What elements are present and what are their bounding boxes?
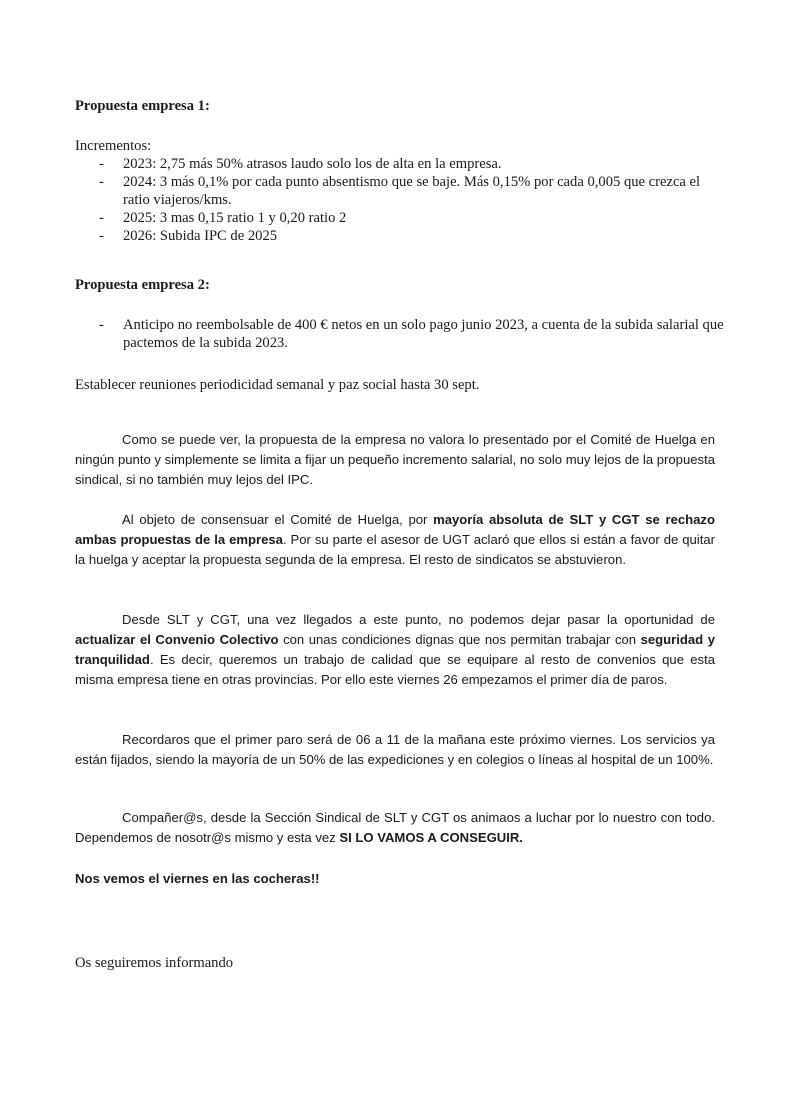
proposal2-title: Propuesta empresa 2: bbox=[75, 277, 210, 293]
dash-bullet: - bbox=[99, 210, 104, 226]
paragraph-2-emphasis: mayoría absoluta de SLT y CGT se rechazo ambas propuestas de la empresa bbox=[75, 512, 715, 547]
meetings-text: Establecer reuniones periodicidad semanal y paz social hasta 30 sept. bbox=[75, 377, 480, 393]
list-item-text: 2026: Subida IPC de 2025 bbox=[123, 228, 278, 244]
list-item-text: 2024: 3 más 0,1% por cada punto absentismo que se baje. Más 0,15% por cada 0,005 que crezca el ratio viajeros/kms. bbox=[123, 174, 701, 208]
dash-bullet: - bbox=[99, 228, 104, 244]
paragraph-3-text: Desde SLT y CGT, una vez llegados a este punto, no podemos dejar pasar la oportunidad de bbox=[122, 612, 715, 627]
paragraph-3-emphasis: seguridad y tranquilidad bbox=[75, 632, 716, 667]
proposal2-list bbox=[75, 316, 725, 352]
list-item bbox=[75, 209, 725, 227]
paragraph-2 bbox=[75, 510, 715, 570]
proposal1-intro: Incrementos: bbox=[75, 138, 152, 154]
list-item-text: 2025: 3 mas 0,15 ratio 1 y 0,20 ratio 2 bbox=[123, 210, 347, 226]
paragraph-2-text: . Por su parte el asesor de UGT aclaró que ellos si están a favor de quitar la huelga y aceptar la propuesta segunda de la empresa. El resto de sindicatos se abstuvieron. bbox=[75, 532, 715, 567]
paragraph-5 bbox=[75, 808, 715, 848]
list-item-text: 2023: 2,75 más 50% atrasos laudo solo los de alta en la empresa. bbox=[123, 156, 502, 172]
list-item bbox=[75, 155, 725, 173]
dash-bullet: - bbox=[99, 317, 104, 333]
paragraph-1: Como se puede ver, la propuesta de la empresa no valora lo presentado por el Comité de Huelga en ningún punto y simplemente se limita a fijar un pequeño incremento salarial, no solo muy lejos de la propuesta sindical, si no también muy lejos del IPC. bbox=[75, 432, 715, 487]
dash-bullet: - bbox=[99, 156, 104, 172]
list-item bbox=[75, 316, 725, 352]
proposal1-title: Propuesta empresa 1: bbox=[75, 98, 210, 114]
paragraph-3-emphasis: actualizar el Convenio Colectivo bbox=[75, 632, 279, 647]
paragraph-3 bbox=[75, 610, 715, 690]
closing-callout: Nos vemos el viernes en las cocheras!! bbox=[75, 871, 320, 886]
paragraph-3-text: . Es decir, queremos un trabajo de calidad que se equipare al resto de convenios que esta misma empresa tiene en otras provincias. Por ello este viernes 26 empezamos el primer día de paros. bbox=[75, 652, 715, 687]
paragraph-5-emphasis: SI LO VAMOS A CONSEGUIR. bbox=[339, 830, 523, 845]
paragraph-2-text: Al objeto de consensuar el Comité de Huelga, por bbox=[122, 512, 434, 527]
signoff: Os seguiremos informando bbox=[75, 955, 234, 971]
proposal1-list bbox=[75, 155, 725, 245]
list-item bbox=[75, 173, 725, 209]
paragraph-5-text: Compañer@s, desde la Sección Sindical de SLT y CGT os animaos a luchar por lo nuestro con todo. Dependemos de nosotr@s mismo y esta vez bbox=[75, 810, 715, 845]
paragraph-4: Recordaros que el primer paro será de 06 a 11 de la mañana este próximo viernes. Los servicios ya están fijados, siendo la mayoría de un 50% de las expediciones y en colegios o líneas al hospital de un 100%. bbox=[75, 732, 715, 767]
dash-bullet: - bbox=[99, 174, 104, 190]
list-item-text: Anticipo no reembolsable de 400 € netos en un solo pago junio 2023, a cuenta de la subida salarial que pactemos de la subida 2023. bbox=[123, 317, 724, 351]
list-item bbox=[75, 227, 725, 245]
paragraph-3-text: con unas condiciones dignas que nos permitan trabajar con bbox=[278, 632, 641, 647]
